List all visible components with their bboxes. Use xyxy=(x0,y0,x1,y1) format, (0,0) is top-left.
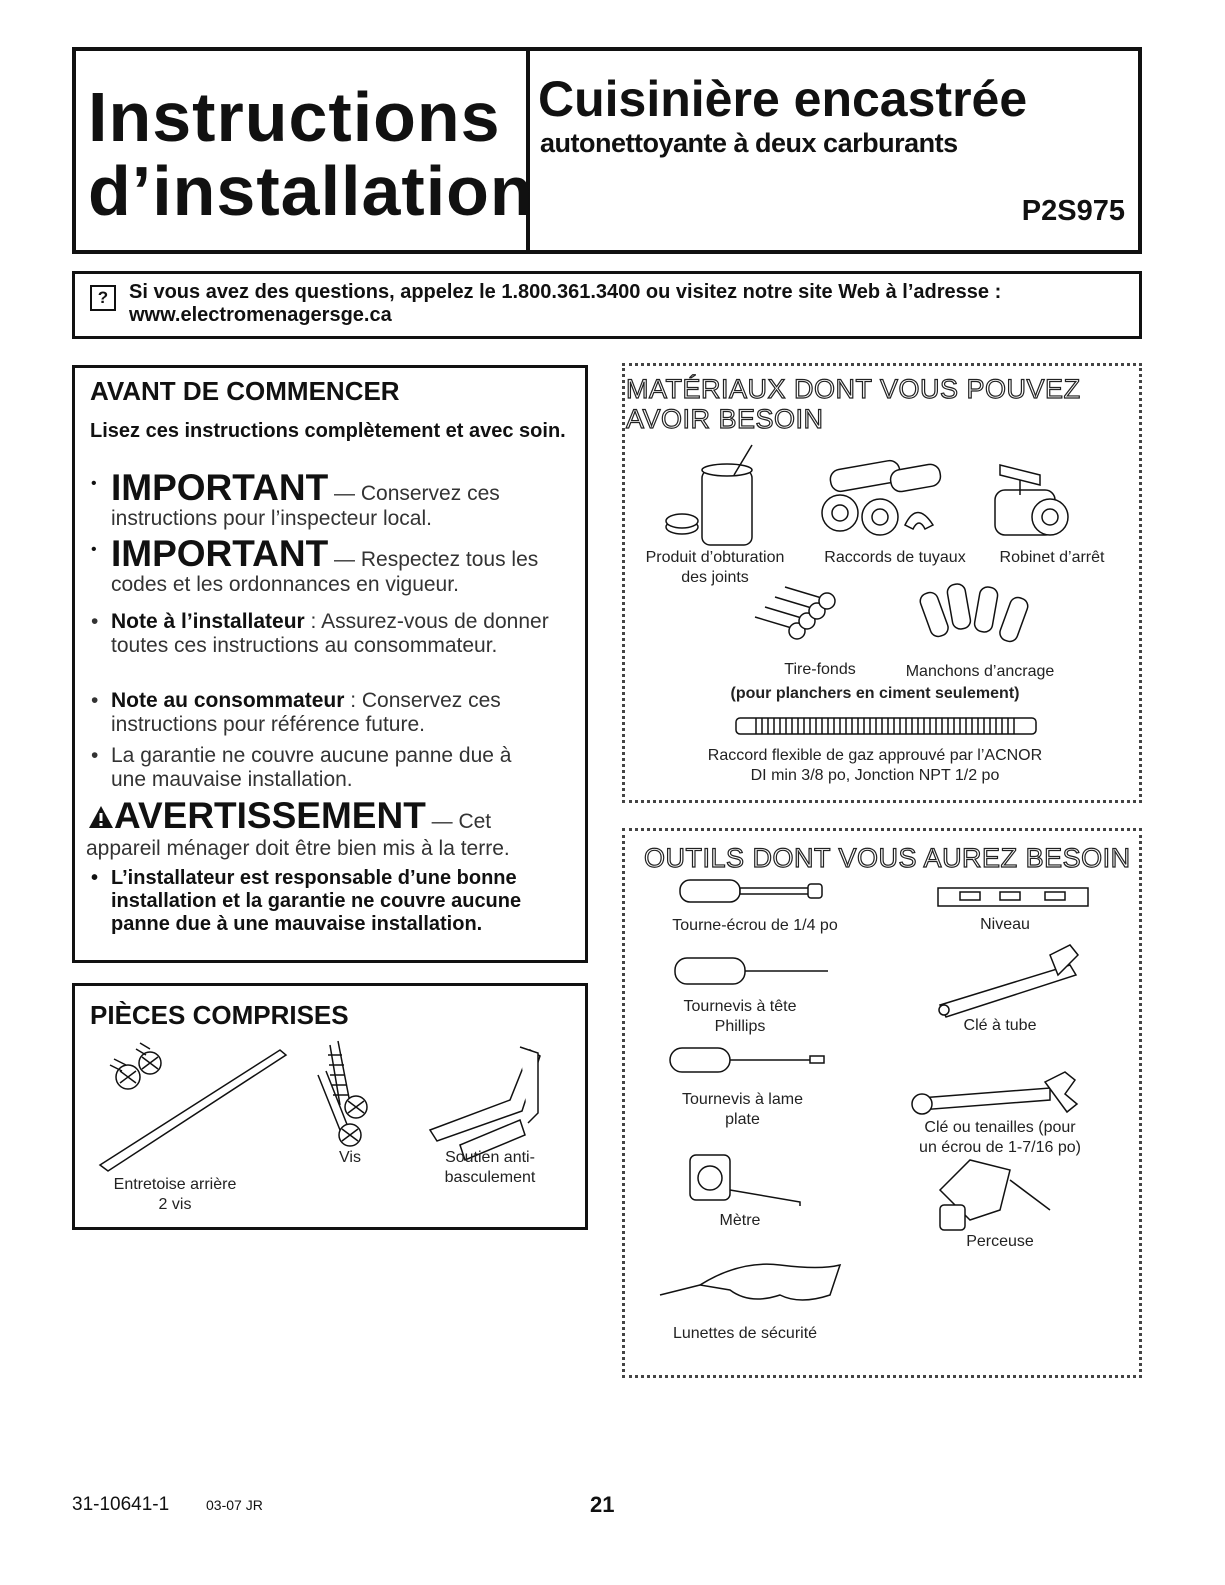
anti-tip-bracket-icon xyxy=(430,1047,540,1160)
flat-screwdriver-icon xyxy=(670,1048,824,1072)
material-label-lag-screws: Tire-fonds xyxy=(784,661,856,678)
materiaux-illustrations xyxy=(630,445,1130,555)
shutoff-valve-icon xyxy=(995,465,1068,535)
materiaux-heading: MATÉRIAUX DONT VOUS POUVEZ AVOIR BESOIN xyxy=(626,374,1081,434)
piece-label-vis: Vis xyxy=(339,1149,361,1166)
pipe-wrench-icon xyxy=(939,945,1078,1017)
screws-icon xyxy=(318,1041,367,1146)
warning-block xyxy=(86,795,576,861)
material-label-valve: Robinet d’arrêt xyxy=(999,549,1105,566)
outils-heading: OUTILS DONT VOUS AUREZ BESOIN xyxy=(644,843,1131,873)
tool-label-glasses: Lunettes de sécurité xyxy=(672,1325,818,1342)
note-text: : Conservez ces instructions pour référence future. xyxy=(111,689,501,736)
ciment-note: (pour planchers en ciment seulement) xyxy=(730,685,1020,702)
material-label-anchors: Manchons d’ancrage xyxy=(905,663,1055,680)
model-number: P2S975 xyxy=(1021,195,1125,227)
drill-icon xyxy=(940,1160,1050,1230)
important-label: IMPORTANT xyxy=(111,533,329,574)
page-number: 21 xyxy=(590,1492,615,1517)
pipe-fittings-icon xyxy=(822,459,942,535)
questions-text xyxy=(129,281,1119,327)
questions-url[interactable]: www.electromenagersge.ca xyxy=(129,304,392,326)
material-label-fittings: Raccords de tuyaux xyxy=(824,549,966,566)
material-label-sealant: Produit d’obturation des joints xyxy=(645,549,785,586)
tool-label-pipe-wrench: Clé à tube xyxy=(963,1017,1037,1034)
avant-intro: Lisez ces instructions complètement et avec soin. xyxy=(90,420,566,442)
product-subtitle: autonettoyante à deux carburants xyxy=(540,128,958,158)
title-line-1: Instructions xyxy=(88,78,501,156)
note-installateur xyxy=(111,610,551,658)
sealant-jar-icon xyxy=(666,445,752,545)
tool-label-nut-driver: Tourne-écrou de 1/4 po xyxy=(672,917,838,934)
tape-measure-icon xyxy=(690,1155,800,1206)
flex-connector-label: Raccord flexible de gaz approuvé par l’ACNOR DI min 3/8 po, Jonction NPT 1/2 po xyxy=(707,747,1043,784)
screw-pair-icon xyxy=(110,1043,161,1089)
question-icon: ? xyxy=(90,285,116,311)
phillips-screwdriver-icon xyxy=(675,958,828,984)
warning-label: AVERTISSEMENT xyxy=(114,795,426,836)
anchors-illustrations xyxy=(745,582,1065,652)
page-title xyxy=(88,80,534,228)
piece-label-soutien: Soutien anti- basculement xyxy=(444,1149,536,1186)
pieces-heading: PIÈCES COMPRISES xyxy=(90,1000,349,1030)
questions-line-1: Si vous avez des questions, appelez le 1.800.361.3400 ou visitez notre site Web à l’adresse : xyxy=(129,281,1002,303)
flex-connector-icon xyxy=(736,715,1036,739)
lag-screws-icon xyxy=(755,587,835,639)
warning-text: — Cet xyxy=(425,810,492,833)
anchor-sleeves-icon xyxy=(918,583,1030,644)
tool-label-adjustable-wrench: Clé ou tenailles (pour un écrou de 1-7/16 po) xyxy=(919,1119,1081,1156)
level-icon xyxy=(938,888,1088,906)
adjustable-wrench-icon xyxy=(912,1072,1077,1114)
tool-label-drill: Perceuse xyxy=(966,1233,1034,1250)
tool-label-tape: Mètre xyxy=(719,1212,761,1229)
tool-label-flat: Tournevis à lame plate xyxy=(682,1091,803,1128)
important-item-1 xyxy=(111,467,571,531)
note-label: Note à l’installateur xyxy=(111,610,305,633)
important-text: — Respectez tous les codes et les ordonnances en vigueur. xyxy=(111,548,539,596)
title-line-2: d’installation xyxy=(88,152,534,230)
important-label: IMPORTANT xyxy=(111,467,329,508)
note-text: : Assurez-vous de donner toutes ces instructions au consommateur. xyxy=(111,610,549,657)
warning-icon xyxy=(88,805,114,829)
safety-glasses-icon xyxy=(660,1264,840,1300)
avant-heading: AVANT DE COMMENCER xyxy=(90,376,400,406)
nut-driver-icon xyxy=(680,880,822,902)
note-consommateur xyxy=(111,689,551,737)
tool-label-phillips: Tournevis à tête Phillips xyxy=(683,998,797,1035)
note-label: Note au consommateur xyxy=(111,689,345,712)
warning-line-2: appareil ménager doit être bien mis à la terre. xyxy=(86,837,510,860)
document-date: 03-07 JR xyxy=(206,1497,263,1513)
document-code: 31-10641-1 xyxy=(72,1494,170,1515)
important-item-2 xyxy=(111,533,571,597)
warning-bullet: • L’installateur est responsable d’une bonne installation et la garantie ne couvre aucune panne due à une mauvaise installation. xyxy=(111,867,566,936)
tool-label-level: Niveau xyxy=(980,916,1030,933)
piece-label-entretoise: Entretoise arrière 2 vis xyxy=(113,1176,237,1213)
important-text: — Conservez ces instructions pour l’inspecteur local. xyxy=(111,482,500,530)
garantie-note: • La garantie ne couvre aucune panne due à une mauvaise installation. xyxy=(111,744,551,792)
product-title: Cuisinière encastrée xyxy=(538,71,1028,127)
